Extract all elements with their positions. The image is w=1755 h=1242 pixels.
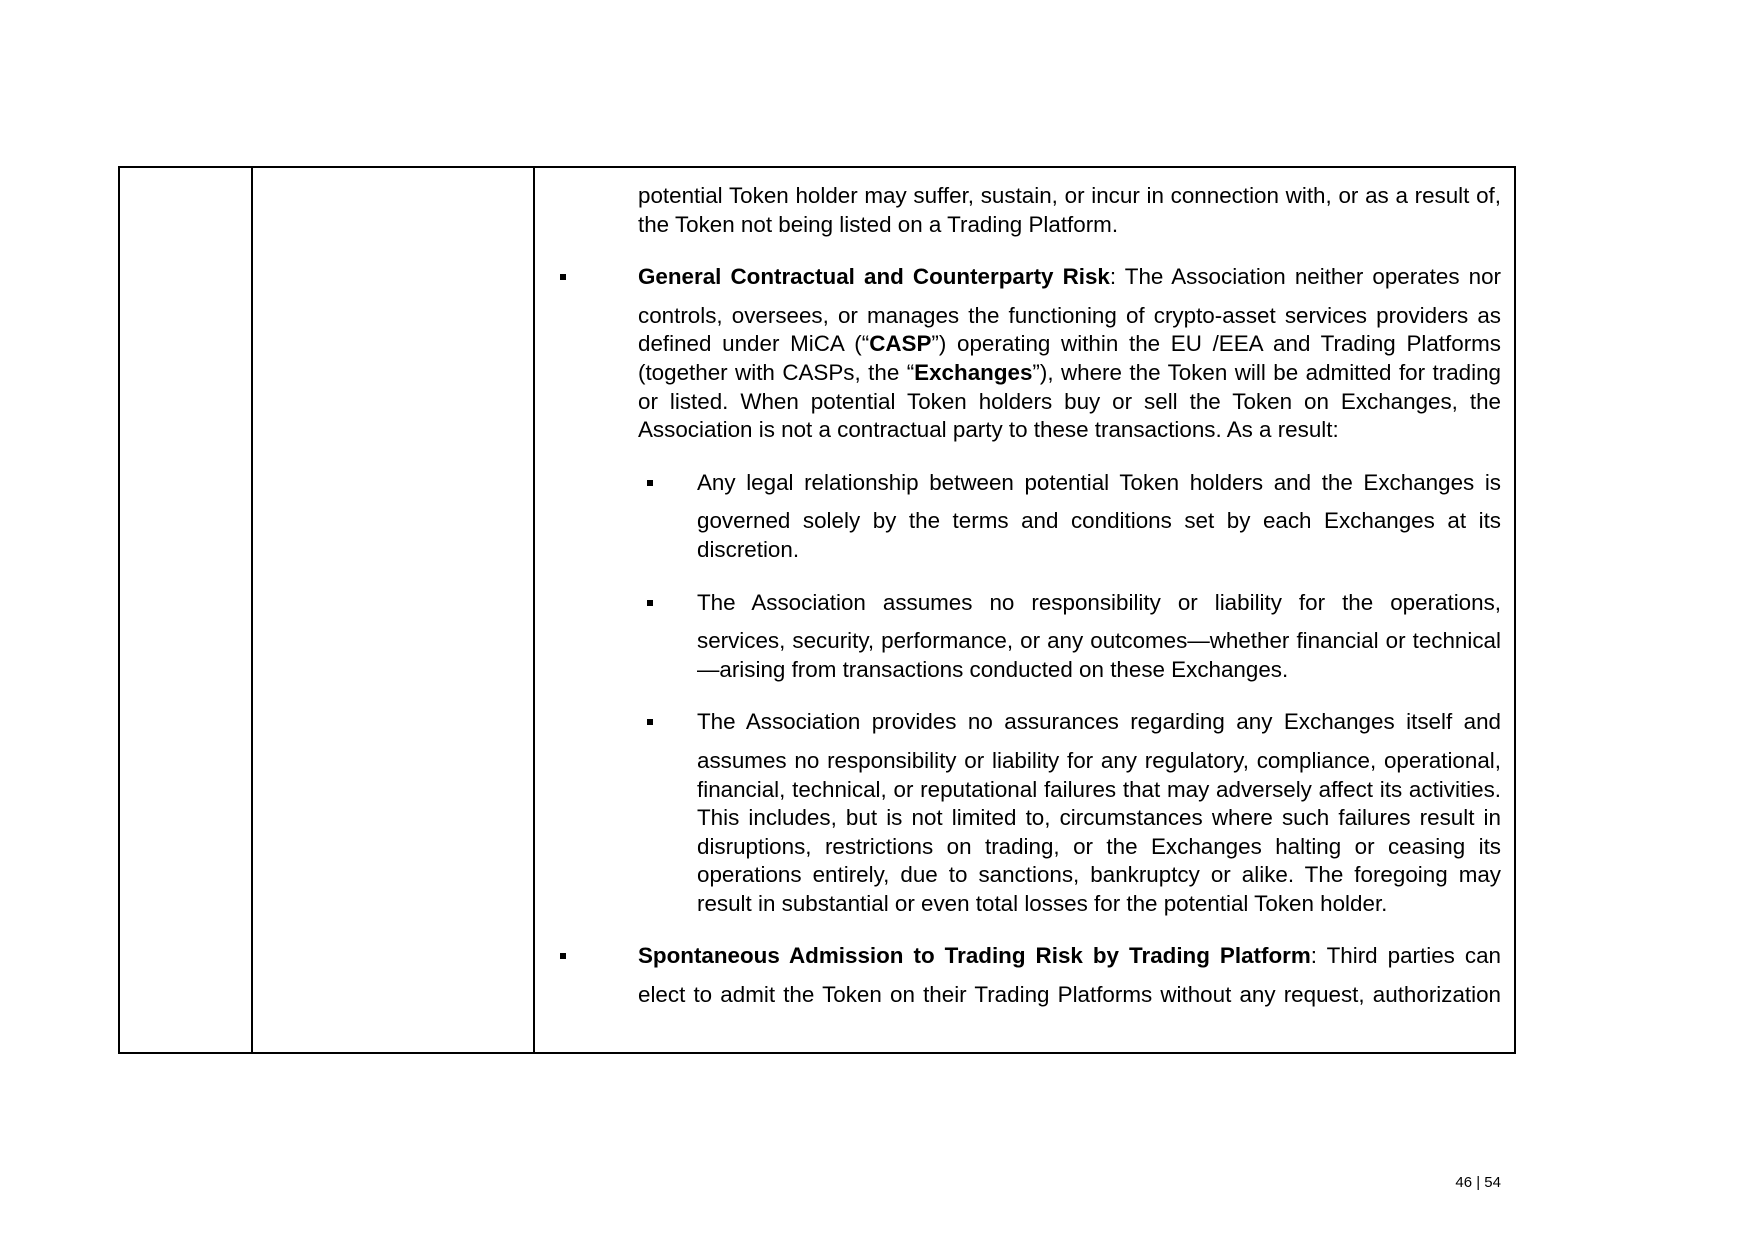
table-row: [119, 167, 1515, 1053]
sub-bullet-first-line: The Association provides no assurances regarding any Exchanges itself and: [697, 709, 1501, 735]
square-bullet-icon: [560, 953, 566, 959]
general-risk-body-part-3: ”), where the Token will be admitted for trading or listed. When potential Token holders buy or sell the Token on Exchanges, the Association is not a contractual party to these transactions. As a result:: [638, 359, 1501, 443]
spontaneous-risk-lead: : Third parties can: [1310, 943, 1501, 969]
spontaneous-risk-item: [545, 942, 1501, 1009]
sub-bullet-body: assumes no responsibility or liability for any regulatory, compliance, operational, financial, technical, or reputational failures that may adversely affect its activities. This includes, but is not limited to, circumstances where such failures result in disruptions, restrictions on trading, or the Exchanges halting or ceasing its operations entirely, due to sanctions, bankruptcy or alike. The foregoing may result in substantial or even total losses for the potential Token holder.: [697, 747, 1501, 916]
intro-paragraph: potential Token holder may suffer, sustain, or incur in connection with, or as a result of, the Token not being listed on a Trading Platform.: [638, 183, 1501, 237]
term-casp: CASP: [869, 331, 932, 357]
sub-bullet-body: governed solely by the terms and conditions set by each Exchanges at its discretion.: [697, 508, 1501, 562]
sub-bullet-body: services, security, performance, or any outcomes—whether financial or technical—arising from transactions conducted on these Exchanges.: [697, 628, 1501, 682]
sub-bullet-first-line: Any legal relationship between potential Token holders and the Exchanges is: [697, 469, 1501, 495]
term-exchanges: Exchanges: [914, 359, 1033, 385]
sub-bullet-item: [545, 469, 1501, 565]
square-bullet-icon: [647, 480, 653, 486]
page-number: 46 | 54: [1455, 1174, 1501, 1191]
spontaneous-risk-heading: Spontaneous Admission to Trading Risk by Trading Platform: [638, 943, 1311, 969]
general-risk-heading: General Contractual and Counterparty Risk: [638, 264, 1110, 290]
spontaneous-risk-first-line: [638, 942, 1501, 971]
square-bullet-icon: [647, 600, 653, 606]
empty-cell-heading: [252, 167, 534, 1053]
general-risk-lead: : The Association neither operates nor: [1109, 264, 1501, 290]
general-risk-first-line: [638, 263, 1501, 292]
square-bullet-icon: [647, 719, 653, 725]
content-cell: [534, 167, 1515, 1053]
empty-cell-number: [119, 167, 252, 1053]
sub-bullet-item: [545, 589, 1501, 685]
general-risk-body-part-1: controls, oversees, or manages the functioning of crypto-asset services providers as defined under MiCA (“: [638, 302, 1501, 357]
general-risk-body: [638, 302, 1501, 445]
sub-bullet-first-line: The Association assumes no responsibility or liability for the operations,: [697, 589, 1501, 615]
general-risk-item: [545, 263, 1501, 445]
square-bullet-icon: [560, 274, 566, 280]
general-risk-body-part-2: ”) operating within the EU /EEA and Trading Platforms (together with CASPs, the “: [638, 331, 1501, 385]
spontaneous-risk-body: elect to admit the Token on their Trading Platforms without any request, authorization: [638, 982, 1501, 1008]
sub-bullet-item: [545, 708, 1501, 918]
document-table: [118, 166, 1516, 1054]
